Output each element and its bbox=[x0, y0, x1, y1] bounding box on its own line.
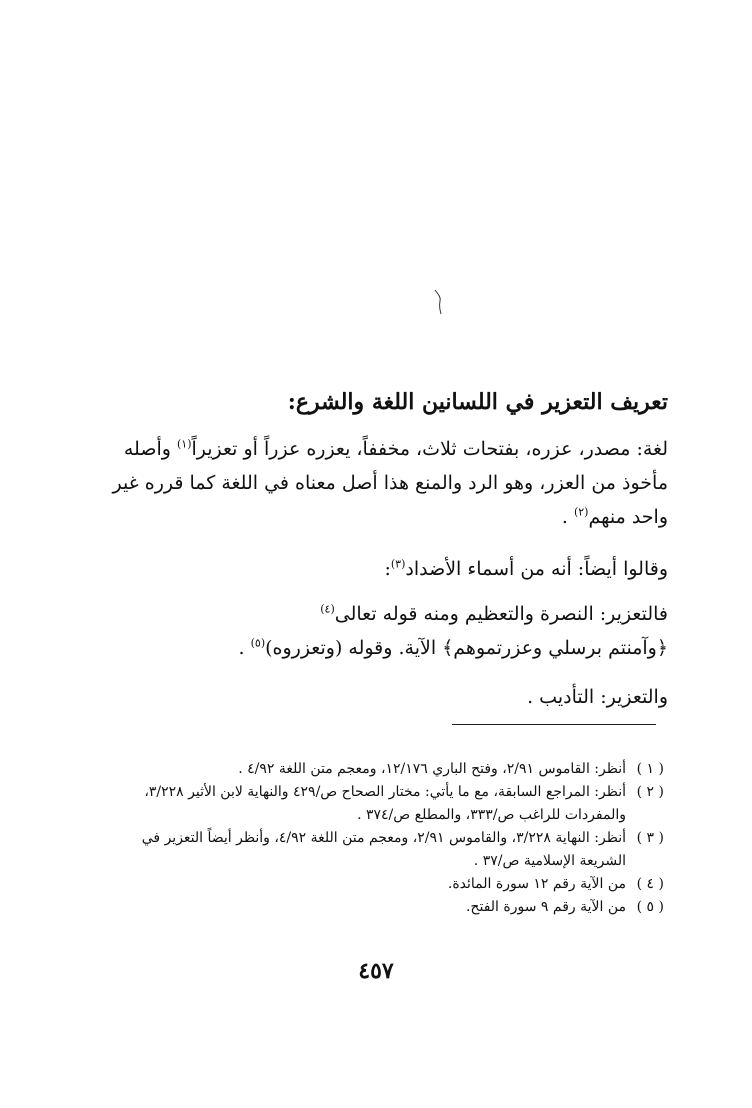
paragraph-text: فالتعزير: النصرة والتعظيم ومنه قوله تعالى bbox=[334, 603, 668, 625]
footnote-text: أنظر: القاموس ٢/٩١، وفتح الباري ١٢/١٧٦، ومعجم متن اللغة ٤/٩٢ . bbox=[238, 761, 626, 777]
paragraph-text: الآية. وقوله (وتعزروه) bbox=[265, 637, 443, 659]
page-number: ٤٥٧ bbox=[358, 958, 394, 984]
footnote-text: أنظر: النهاية ٣/٢٢٨، والقاموس ٢/٩١، ومعجم متن اللغة ٤/٩٢، وأنظر أيضاً التعزير في الشريعة الإسلامية ص/٣٧ . bbox=[141, 830, 626, 869]
paragraph-definition-language bbox=[98, 432, 668, 534]
footnote-item bbox=[98, 758, 664, 781]
footnote-ref-4: (٤) bbox=[320, 602, 335, 616]
paragraph-support-meaning bbox=[98, 597, 668, 665]
footnote-ref-5: (٥) bbox=[250, 636, 266, 650]
footnote-item bbox=[98, 781, 664, 827]
footnote-number: ( ٢ ) bbox=[636, 784, 664, 800]
paragraph-text: وقالوا أيضاً: أنه من أسماء الأضداد bbox=[405, 558, 668, 580]
paragraph-opposites bbox=[98, 552, 668, 586]
footnote-separator bbox=[452, 724, 656, 725]
footnote-ref-2: (٢) bbox=[573, 505, 589, 519]
quran-quote: ﴿وآمنتم برسلي وعزرتموهم﴾ bbox=[442, 637, 668, 659]
footnote-text: من الآية رقم ٩ سورة الفتح. bbox=[465, 899, 626, 915]
paragraph-text: . bbox=[561, 506, 574, 528]
paragraph-text: وأصله مأخوذ من العزر، وهو الرد والمنع هذا أصل معناه في اللغة كما قرره غير واحد منهم bbox=[112, 438, 668, 528]
footnote-number: ( ٣ ) bbox=[636, 830, 664, 846]
footnote-item bbox=[98, 873, 664, 896]
footnotes bbox=[98, 758, 664, 919]
stray-ink-mark bbox=[432, 288, 444, 316]
footnote-number: ( ١ ) bbox=[636, 761, 664, 777]
footnote-item bbox=[98, 896, 664, 919]
footnote-text: أنظر: المراجع السابقة، مع ما يأتي: مختار الصحاح ص/٤٢٩ والنهاية لابن الأثير ٣/٢٢٨، والمفردات للراغب ص/٣٣٣، والمطلع ص/٣٧٤ . bbox=[144, 784, 626, 823]
section-heading: تعريف التعزير في اللسانين اللغة والشرع: bbox=[287, 389, 668, 415]
footnote-item bbox=[98, 827, 664, 873]
paragraph-text: . bbox=[238, 637, 251, 659]
footnote-text: من الآية رقم ١٢ سورة المائدة. bbox=[447, 876, 626, 892]
paragraph-discipline: والتعزير: التأديب . bbox=[527, 686, 668, 708]
footnote-ref-3: (٣) bbox=[390, 557, 406, 571]
footnote-number: ( ٤ ) bbox=[636, 876, 664, 892]
paragraph-text: لغة: مصدر، عزره، بفتحات ثلاث، مخففاً، يعزره عزراً أو تعزيراً bbox=[191, 438, 668, 460]
footnote-number: ( ٥ ) bbox=[636, 899, 664, 915]
paragraph-text: : bbox=[384, 558, 391, 580]
footnote-ref-1: (١) bbox=[176, 437, 192, 451]
